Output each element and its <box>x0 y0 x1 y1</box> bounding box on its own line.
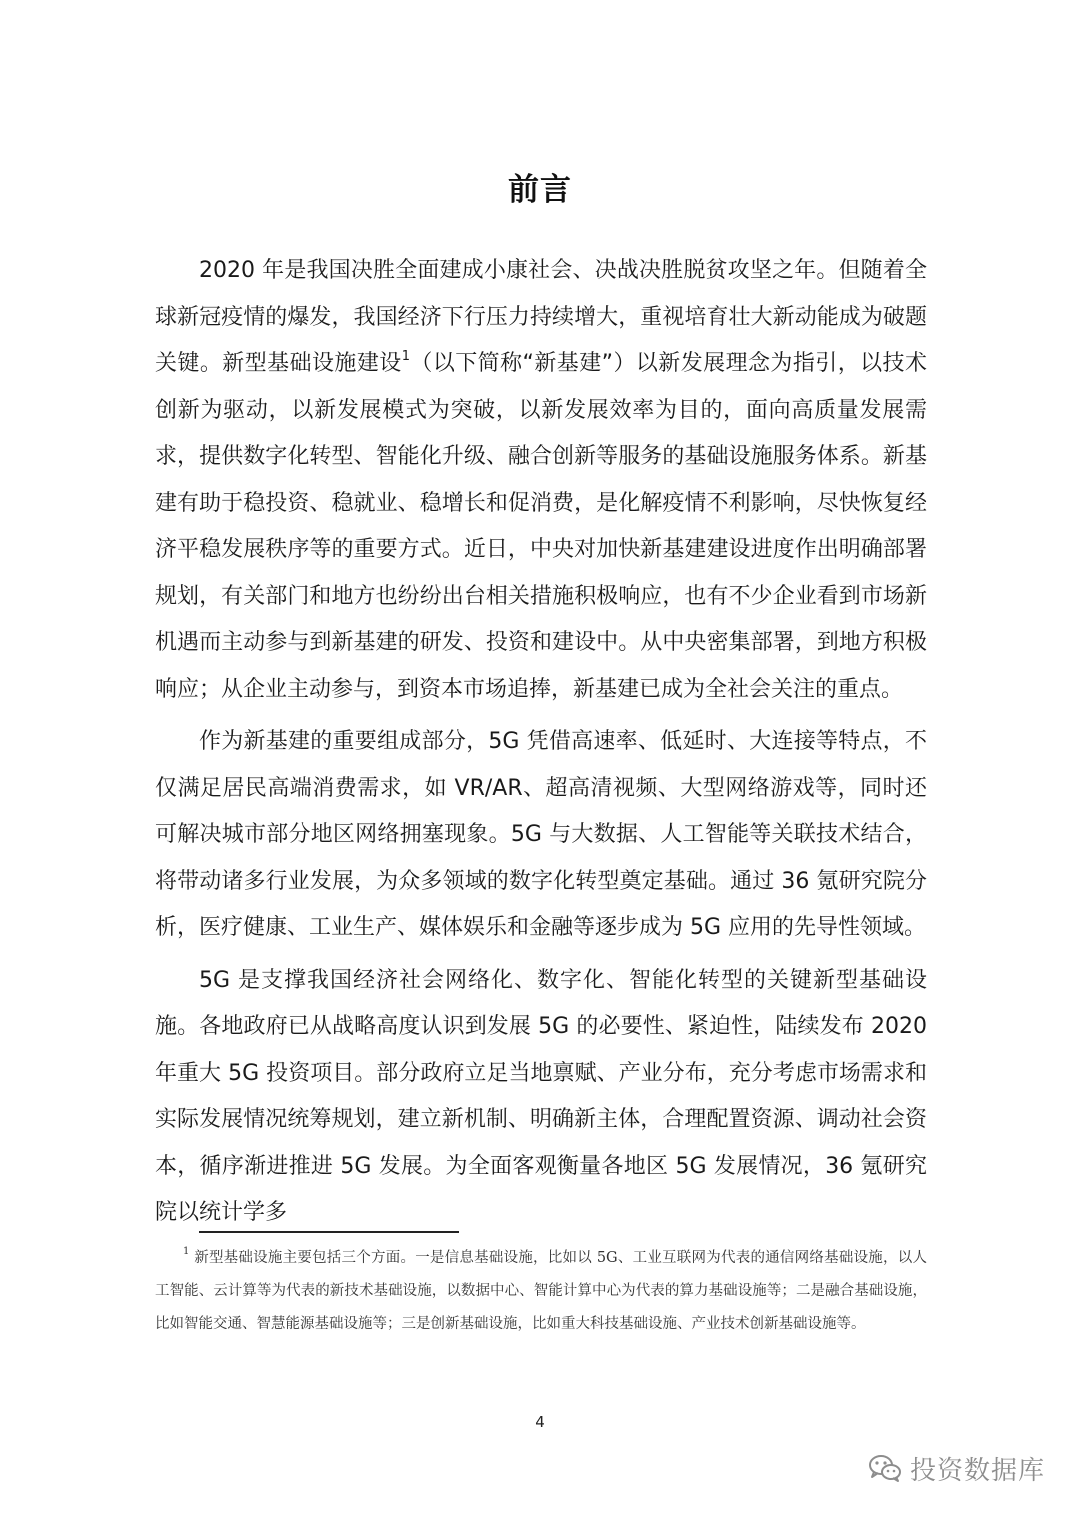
paragraph-3: 5G 是支撑我国经济社会网络化、数字化、智能化转型的关键新型基础设施。各地政府已从战略高度认识到发展 5G 的必要性、紧迫性，陆续发布 2020 年重大 5G 投资项目。部分政府立足当地禀赋、产业分布，充分考虑市场需求和实际发展情况统筹规划，建立新机制、明确新主体，合理配置资源、调动社会资本，循序渐进推进 5G 发展。为全面客观衡量各地区 5G 发展情况，36 氪研究院以统计学多 <box>155 967 927 1225</box>
page-number: 4 <box>535 1413 545 1431</box>
footnote-divider <box>199 1231 459 1233</box>
watermark <box>868 1448 1045 1488</box>
paragraph-1-text-a: 2020 年是我国决胜全面建成小康社会、决战决胜脱贫攻坚之年。但随着全球新冠疫情的爆发，我国经济下行压力持续增大，重视培育壮大新动能成为破题关键。新型基础设施建设 <box>155 258 927 376</box>
body-text <box>155 248 927 1243</box>
paragraph-1-text-b: （以下简称“新基建”）以新发展理念为指引，以技术创新为驱动，以新发展模式为突破，以新发展效率为目的，面向高质量发展需求，提供数字化转型、智能化升级、融合创新等服务的基础设施服务体系。新基建有助于稳投资、稳就业、稳增长和促消费，是化解疫情不利影响，尽快恢复经济平稳发展秩序等的重要方式。近日，中央对加快新基建建设进度作出明确部署规划，有关部门和地方也纷纷出台相关措施积极响应，也有不少企业看到市场新机遇而主动参与到新基建的研发、投资和建设中。从中央密集部署，到地方积极响应；从企业主动参与，到资本市场追捧，新基建已成为全社会关注的重点。 <box>155 351 927 702</box>
watermark-text: 投资数据库 <box>910 1455 1046 1486</box>
footnote-marker: 1 <box>183 1246 190 1258</box>
footnote-text: 新型基础设施主要包括三个方面。一是信息基础设施，比如以 5G、工业互联网为代表的通信网络基础设施，以人工智能、云计算等为代表的新技术基础设施，以数据中心、智能计算中心为代表的算力基础设施等；二是融合基础设施，比如智能交通、智慧能源基础设施等；三是创新基础设施，比如重大科技基础设施、产业技术创新基础设施等。 <box>155 1250 927 1332</box>
paragraph-1 <box>155 248 927 713</box>
footnote-reference[interactable]: 1 <box>401 348 410 364</box>
wechat-icon <box>868 1453 902 1483</box>
paragraph-2: 作为新基建的重要组成部分，5G 凭借高速率、低延时、大连接等特点，不仅满足居民高端消费需求，如 VR/AR、超高清视频、大型网络游戏等，同时还可解决城市部分地区网络拥塞现象。5G 与大数据、人工智能等关联技术结合，将带动诸多行业发展，为众多领域的数字化转型奠定基础。通过 36 氪研究院分析，医疗健康、工业生产、媒体娱乐和金融等逐步成为 5G 应用的先导性领域。 <box>155 729 927 940</box>
page-title: 前言 <box>508 172 572 208</box>
footnote <box>155 1242 927 1341</box>
